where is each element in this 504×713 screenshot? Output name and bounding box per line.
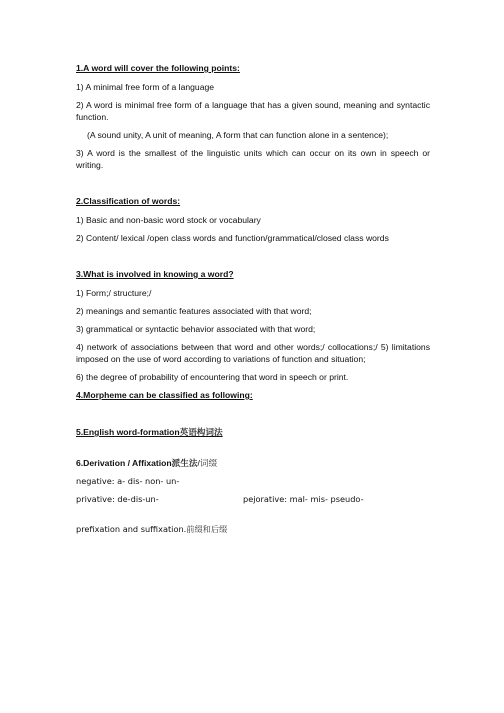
paragraph: 1) Form;/ structure;/: [76, 288, 152, 298]
prefix-text-en: prefixation and suffixation.: [76, 524, 187, 534]
paragraph: 4) network of associations between that word and other words;/ collocations;/ 5) limitations imposed on the use of word according to variations of function and situation;: [76, 342, 430, 364]
section-heading-6: [76, 457, 430, 469]
section-heading-1: 1.A word will cover the following points:: [76, 63, 240, 73]
paragraph-pejorative: pejorative: mal- mis- pseudo-: [243, 494, 364, 504]
affix-row: [76, 493, 430, 505]
heading-text-zh: 派生法: [171, 458, 198, 468]
paragraph-privative: privative: de-dis-un-: [76, 494, 159, 504]
heading-text-zh: 词缀: [199, 458, 218, 468]
section-heading-3: 3.What is involved in knowing a word?: [76, 269, 234, 279]
heading-text-zh: 英语构词法: [179, 427, 223, 437]
document-body: [76, 62, 430, 541]
paragraph-negative: negative: a- dis- non- un-: [76, 476, 180, 486]
prefix-text-zh: 前缀和后缀: [186, 524, 228, 534]
heading-text-en: 5.English word-formation: [76, 427, 180, 437]
paragraph: 6) the degree of probability of encountering that word in speech or print.: [76, 372, 349, 382]
section-heading-4: 4.Morpheme can be classified as following:: [76, 390, 253, 400]
paragraph: 1) A minimal free form of a language: [76, 82, 215, 92]
paragraph: (A sound unity, A unit of meaning, A form that can function alone in a sentence);: [87, 130, 389, 140]
heading-text-en: 6.Derivation / Affixation: [76, 458, 172, 468]
paragraph: 3) grammatical or syntactic behavior associated with that word;: [76, 324, 316, 334]
paragraph-prefixation: [76, 523, 430, 535]
section-heading-5: [76, 426, 430, 438]
paragraph: 2) meanings and semantic features associated with that word;: [76, 306, 312, 316]
paragraph: 2) Content/ lexical /open class words and function/grammatical/closed class words: [76, 233, 389, 243]
heading-separator: /: [197, 458, 200, 468]
paragraph: 2) A word is minimal free form of a language that has a given sound, meaning and syntactic function.: [76, 100, 430, 122]
paragraph: 3) A word is the smallest of the linguistic units which can occur on its own in speech or writing.: [76, 148, 430, 170]
section-heading-2: 2.Classification of words:: [76, 196, 181, 206]
paragraph: 1) Basic and non-basic word stock or vocabulary: [76, 215, 261, 225]
